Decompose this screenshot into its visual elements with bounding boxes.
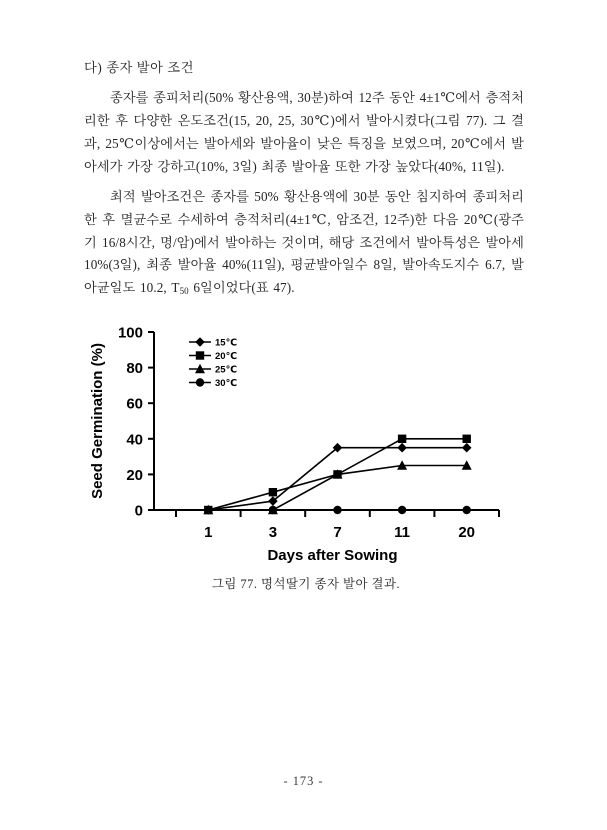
marker-diamond: [195, 337, 205, 347]
legend-label: 20℃: [215, 351, 238, 363]
series-0: [204, 443, 472, 515]
chart-svg: [84, 320, 524, 570]
y-tick-label: 20: [126, 466, 143, 484]
germination-line-chart: [84, 320, 524, 570]
y-tick-label: 80: [126, 360, 143, 378]
marker-circle: [269, 506, 277, 514]
paragraph-2-tail: 6일이었다(표 47).: [188, 280, 295, 296]
marker-square: [269, 488, 277, 496]
marker-circle: [196, 378, 204, 386]
t50-subscript: 50: [179, 286, 189, 297]
paragraph-1: 종자를 종피처리(50% 황산용액, 30분)하여 12주 동안 4±1℃에서 층적처리한 후 다양한 온도조건(15, 20, 25, 30℃)에서 발아시켰다(그림 77). 그 결과, 25℃이상에서는 발아세와 발아율이 낮은 특징을 보였으며, 20℃에서 발아세가 가장 강하고(10%, 3일) 최종 발아율 또한 가장 높았다(40%, 11일).: [84, 90, 524, 174]
y-axis-title: Seed Germination (%): [89, 343, 106, 499]
x-tick-label: 1: [204, 524, 213, 541]
figure-77: [84, 320, 524, 592]
x-tick-label: 3: [268, 524, 278, 541]
series-3: [204, 506, 471, 514]
x-axis-title: Days after Sowing: [267, 547, 398, 564]
marker-diamond: [397, 443, 407, 453]
chart-legend: [189, 337, 237, 389]
y-tick-label: 40: [126, 431, 143, 449]
marker-circle: [398, 506, 406, 514]
marker-square: [196, 351, 204, 359]
series-line: [208, 448, 466, 510]
page-number: - 173 -: [283, 774, 324, 788]
marker-circle: [204, 506, 212, 514]
section-heading: 다) 종자 발아 조건: [84, 60, 195, 75]
marker-diamond: [462, 443, 472, 453]
y-tick-label: 60: [126, 395, 143, 413]
paragraph-2: [84, 186, 524, 300]
marker-circle: [463, 506, 471, 514]
marker-square: [398, 435, 406, 443]
text-content: [84, 58, 524, 308]
x-tick-label: 11: [394, 524, 411, 541]
legend-label: 15℃: [215, 337, 238, 349]
figure-caption: 그림 77. 명석딸기 종자 발아 결과.: [211, 577, 401, 591]
paragraph-2-main: 최적 발아조건은 종자를 50% 황산용액에 30분 동안 침지하여 종피처리한 후 멸균수로 수세하여 층적처리(4±1℃, 암조건, 12주)한 다음 20℃(광주기 16/8시간, 명/암)에서 발아하는 것이며, 해당 조건에서 발아특성은 발아세 10%(3일), 최종 발아율 40%(11일), 평균발아일수 8일, 발아속도지수 6.7, 발아균일도 10.2, T: [84, 189, 524, 296]
x-tick-label: 7: [333, 524, 342, 541]
marker-circle: [333, 506, 341, 514]
x-tick-label: 20: [458, 524, 476, 541]
marker-square: [463, 435, 471, 443]
legend-label: 30℃: [215, 378, 238, 390]
y-tick-label: 0: [134, 502, 143, 520]
legend-label: 25℃: [215, 364, 238, 376]
y-tick-label: 100: [117, 324, 143, 342]
